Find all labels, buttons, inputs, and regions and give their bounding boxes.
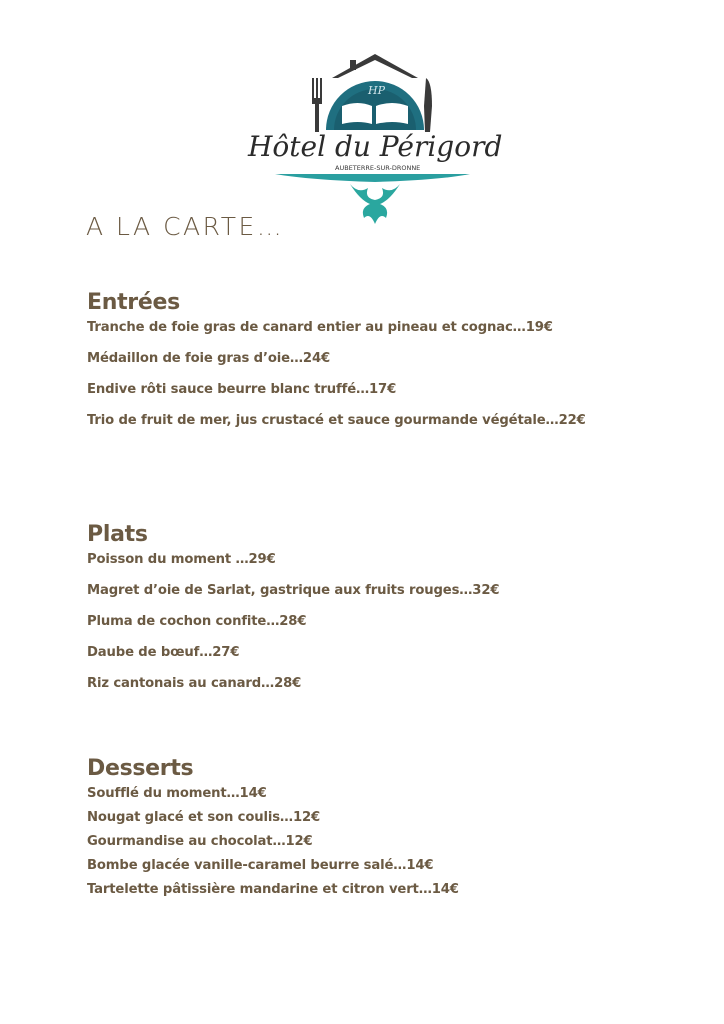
ornament-icon bbox=[350, 184, 400, 224]
logo-monogram: HP bbox=[368, 84, 385, 97]
section-title: Plats bbox=[87, 522, 148, 547]
knife-icon bbox=[424, 78, 432, 132]
menu-item: Pluma de cochon confite…28€ bbox=[87, 614, 307, 629]
roof-icon bbox=[332, 54, 418, 78]
section-desserts bbox=[87, 756, 459, 906]
menu-item: Soufflé du moment…14€ bbox=[87, 786, 267, 801]
pillow-icon bbox=[376, 103, 408, 124]
menu-item: Trio de fruit de mer, jus crustacé et sauce gourmande végétale…22€ bbox=[87, 413, 586, 428]
menu-item: Riz cantonais au canard…28€ bbox=[87, 676, 302, 691]
menu-item: Bombe glacée vanille-caramel beurre salé…14€ bbox=[87, 858, 434, 873]
section-entrees bbox=[87, 290, 586, 444]
section-plats bbox=[87, 522, 499, 707]
menu-list bbox=[87, 320, 586, 444]
menu-item: Gourmandise au chocolat…12€ bbox=[87, 834, 313, 849]
hotel-logo bbox=[240, 48, 510, 228]
logo-graphic bbox=[240, 48, 510, 228]
menu-item: Tranche de foie gras de canard entier au pineau et cognac…19€ bbox=[87, 320, 553, 335]
menu-item: Nougat glacé et son coulis…12€ bbox=[87, 810, 321, 825]
menu-list bbox=[87, 786, 459, 906]
logo-name: Hôtel du Périgord bbox=[248, 130, 503, 163]
fork-icon bbox=[312, 78, 322, 132]
section-title: Entrées bbox=[87, 290, 180, 315]
menu-item: Médaillon de foie gras d’oie…24€ bbox=[87, 351, 331, 366]
menu-item: Poisson du moment …29€ bbox=[87, 552, 276, 567]
menu-item: Daube de bœuf…27€ bbox=[87, 645, 240, 660]
menu-item: Endive rôti sauce beurre blanc truffé…17€ bbox=[87, 382, 397, 397]
logo-subtitle: AUBETERRE-SUR-DRONNE bbox=[335, 164, 421, 172]
menu-item: Tartelette pâtissière mandarine et citron vert…14€ bbox=[87, 882, 459, 897]
menu-list bbox=[87, 552, 499, 707]
pillow-icon bbox=[342, 103, 372, 124]
banner-shape bbox=[275, 174, 470, 182]
menu-item: Magret d’oie de Sarlat, gastrique aux fruits rouges…32€ bbox=[87, 583, 500, 598]
page-title: A LA CARTE… bbox=[86, 212, 285, 241]
section-title: Desserts bbox=[87, 756, 194, 781]
